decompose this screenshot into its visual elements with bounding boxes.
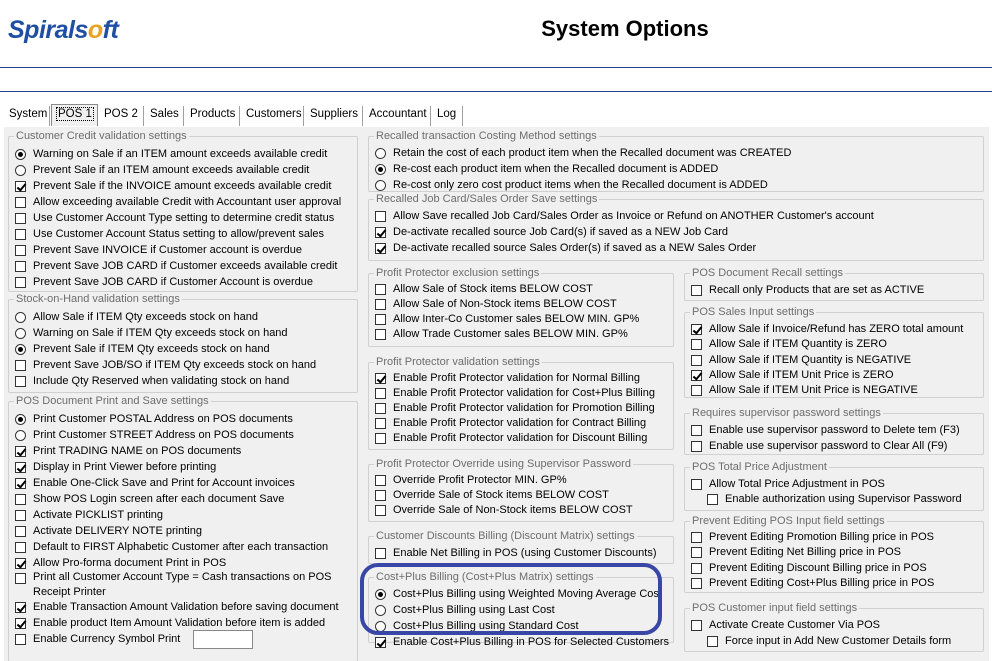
radio-unselected[interactable] bbox=[375, 180, 386, 191]
option-label: De-activate recalled source Job Card(s) if saved as a NEW Job Card bbox=[393, 225, 729, 238]
radio-unselected[interactable] bbox=[15, 430, 26, 441]
checkbox-option[interactable] bbox=[375, 224, 728, 240]
checkbox-unchecked[interactable] bbox=[375, 299, 386, 310]
checkbox-option[interactable] bbox=[691, 336, 887, 352]
option-label: Cost+Plus Billing using Standard Cost bbox=[393, 619, 579, 632]
tab-sales[interactable] bbox=[146, 106, 184, 126]
checkbox-option[interactable] bbox=[691, 282, 924, 298]
checkbox-unchecked[interactable] bbox=[707, 636, 718, 647]
option-label-line1: Print all Customer Account Type = Cash transactions on POS bbox=[33, 571, 332, 583]
group-title: POS Customer input field settings bbox=[692, 602, 858, 614]
option-label: Prevent Editing Net Billing price in POS bbox=[709, 545, 901, 558]
radio-unselected[interactable] bbox=[375, 148, 386, 159]
option-label: Print Customer STREET Address on POS documents bbox=[33, 428, 294, 441]
option-label: Print TRADING NAME on POS documents bbox=[33, 444, 242, 457]
checkbox-checked[interactable] bbox=[375, 373, 386, 384]
option-label: Recall only Products that are set as ACTIVE bbox=[709, 283, 925, 296]
tab-customers[interactable] bbox=[242, 106, 304, 126]
group-title: Profit Protector validation settings bbox=[376, 356, 540, 368]
radio-unselected[interactable] bbox=[15, 328, 26, 339]
option-label: Allow Sale of Non-Stock items BELOW COST bbox=[393, 297, 617, 310]
option-label: Enable product Item Amount Validation before item is added bbox=[33, 616, 326, 629]
checkbox-option[interactable] bbox=[15, 507, 163, 523]
option-label: Enable use supervisor password to Delete tem (F3) bbox=[709, 423, 960, 436]
checkbox-option[interactable] bbox=[375, 385, 655, 401]
radio-unselected[interactable] bbox=[15, 165, 26, 176]
tab-pos-1[interactable] bbox=[51, 104, 98, 126]
option-label: Override Sale of Stock items BELOW COST bbox=[393, 488, 609, 501]
radio-option[interactable] bbox=[375, 145, 791, 161]
checkbox-unchecked[interactable] bbox=[375, 314, 386, 325]
checkbox-option[interactable] bbox=[15, 210, 334, 226]
group-supervisor bbox=[684, 407, 984, 455]
header-divider-band bbox=[0, 68, 992, 92]
checkbox-option[interactable] bbox=[691, 367, 894, 383]
checkbox-unchecked[interactable] bbox=[15, 245, 26, 256]
option-label: Enable Currency Symbol Print bbox=[33, 632, 181, 645]
checkbox-unchecked[interactable] bbox=[375, 418, 386, 429]
option-label: Override Sale of Non-Stock items BELOW COST bbox=[393, 503, 633, 516]
checkbox-option[interactable] bbox=[15, 357, 316, 373]
checkbox-unchecked[interactable] bbox=[691, 355, 702, 366]
checkbox-checked[interactable] bbox=[691, 324, 702, 335]
tab-label: Products bbox=[190, 108, 236, 120]
checkbox-unchecked[interactable] bbox=[15, 634, 26, 645]
option-label: Prevent Editing Cost+Plus Billing price in POS bbox=[709, 576, 935, 589]
option-label: Re-cost only zero cost product items when the Recalled document is ADDED bbox=[393, 178, 768, 191]
group-title: Requires supervisor password settings bbox=[692, 407, 881, 419]
option-label: Activate DELIVERY NOTE printing bbox=[33, 524, 202, 537]
group-stock bbox=[8, 293, 358, 393]
group-title: POS Sales Input settings bbox=[692, 306, 815, 318]
option-label bbox=[33, 571, 331, 599]
tab-suppliers[interactable] bbox=[306, 106, 363, 126]
checkbox-checked[interactable] bbox=[375, 227, 386, 238]
group-title: POS Total Price Adjustment bbox=[692, 461, 827, 473]
option-label: Override Profit Protector MIN. GP% bbox=[393, 473, 567, 486]
group-discounts bbox=[368, 530, 674, 564]
checkbox-checked[interactable] bbox=[15, 446, 26, 457]
header-bar bbox=[0, 0, 992, 68]
checkbox-option[interactable] bbox=[691, 617, 880, 633]
option-label: Use Customer Account Status setting to allow/prevent sales bbox=[33, 227, 325, 240]
option-label-line2: Receipt Printer bbox=[33, 586, 106, 598]
checkbox-option[interactable] bbox=[375, 472, 567, 488]
checkbox-unchecked[interactable] bbox=[375, 505, 386, 516]
option-label: Re-cost each product item when the Recalled document is ADDED bbox=[393, 162, 719, 175]
checkbox-option[interactable] bbox=[707, 633, 951, 649]
option-label: Retain the cost of each product item when the Recalled document was CREATED bbox=[393, 146, 792, 159]
checkbox-unchecked[interactable] bbox=[691, 285, 702, 296]
option-label: Activate PICKLIST printing bbox=[33, 508, 164, 521]
checkbox-option[interactable] bbox=[15, 539, 328, 555]
checkbox-option[interactable] bbox=[375, 240, 756, 256]
option-label: Show POS Login screen after each document Save bbox=[33, 492, 285, 505]
checkbox-unchecked[interactable] bbox=[691, 620, 702, 631]
option-label: Include Qty Reserved when validating stock on hand bbox=[33, 374, 290, 387]
checkbox-option[interactable] bbox=[15, 523, 202, 539]
checkbox-option[interactable] bbox=[691, 544, 901, 560]
group-title: Profit Protector exclusion settings bbox=[376, 267, 540, 279]
annotation-highlight-ring bbox=[360, 563, 662, 635]
tab-log[interactable] bbox=[433, 106, 463, 126]
checkbox-unchecked[interactable] bbox=[15, 197, 26, 208]
checkbox-checked[interactable] bbox=[15, 462, 26, 473]
checkbox-option[interactable] bbox=[691, 529, 934, 545]
checkbox-option[interactable] bbox=[15, 373, 289, 389]
checkbox-unchecked[interactable] bbox=[15, 376, 26, 387]
checkbox-unchecked[interactable] bbox=[375, 548, 386, 559]
option-label: Cost+Plus Billing using Last Cost bbox=[393, 603, 555, 616]
radio-selected[interactable] bbox=[15, 149, 26, 160]
group-credit bbox=[8, 130, 358, 292]
option-label: Allow Sale if ITEM Quantity is ZERO bbox=[709, 337, 887, 350]
option-label: De-activate recalled source Sales Order(s) if saved as a NEW Sales Order bbox=[393, 241, 757, 254]
option-label: Enable authorization using Supervisor Password bbox=[725, 492, 962, 505]
checkbox-checked[interactable] bbox=[15, 618, 26, 629]
checkbox-option[interactable] bbox=[375, 430, 647, 446]
tab-label: Sales bbox=[150, 108, 179, 120]
option-label: Enable Profit Protector validation for Discount Billing bbox=[393, 431, 648, 444]
option-label: Enable Transaction Amount Validation before saving document bbox=[33, 600, 339, 613]
checkbox-option[interactable] bbox=[15, 274, 313, 290]
option-label: Prevent Editing Promotion Billing price in POS bbox=[709, 530, 934, 543]
spiralsoft-logo: Spiralsoft bbox=[8, 16, 119, 44]
group-sales-input bbox=[684, 306, 984, 398]
group-title: Stock-on-Hand validation settings bbox=[16, 293, 180, 305]
group-title: Cost+Plus Billing (Cost+Plus Matrix) settings bbox=[376, 571, 594, 583]
group-title: POS Document Print and Save settings bbox=[16, 395, 209, 407]
checkbox-unchecked[interactable] bbox=[15, 510, 26, 521]
checkbox-unchecked[interactable] bbox=[15, 542, 26, 553]
option-label: Prevent Sale if an ITEM amount exceeds available credit bbox=[33, 163, 310, 176]
checkbox-checked[interactable] bbox=[15, 478, 26, 489]
option-label: Allow Sale of Stock items BELOW COST bbox=[393, 282, 593, 295]
option-label: Allow Trade Customer sales BELOW MIN. GP% bbox=[393, 327, 628, 340]
option-label: Warning on Sale if ITEM Qty exceeds stock on hand bbox=[33, 326, 288, 339]
option-label: Force input in Add New Customer Details form bbox=[725, 634, 952, 647]
option-label: Prevent Save JOB/SO if ITEM Qty exceeds stock on hand bbox=[33, 358, 317, 371]
option-label: Enable Net Billing in POS (using Customer Discounts) bbox=[393, 546, 657, 559]
checkbox-option[interactable] bbox=[375, 208, 874, 224]
option-label: Display in Print Viewer before printing bbox=[33, 460, 217, 473]
checkbox-unchecked[interactable] bbox=[375, 490, 386, 501]
checkbox-option[interactable] bbox=[15, 242, 302, 258]
checkbox-option[interactable] bbox=[15, 599, 339, 615]
checkbox-option[interactable] bbox=[15, 226, 324, 242]
checkbox-option[interactable] bbox=[691, 560, 927, 576]
tab-accountant[interactable] bbox=[365, 106, 431, 126]
radio-selected[interactable] bbox=[15, 344, 26, 355]
checkbox-option[interactable] bbox=[15, 443, 241, 459]
checkbox-option[interactable] bbox=[15, 555, 226, 571]
checkbox-unchecked[interactable] bbox=[15, 277, 26, 288]
checkbox-option[interactable] bbox=[15, 459, 216, 475]
group-title: Profit Protector Override using Supervisor Password bbox=[376, 458, 631, 470]
checkbox-option[interactable] bbox=[15, 194, 341, 210]
option-label: Enable Cost+Plus Billing in POS for Selected Customers bbox=[393, 635, 670, 648]
group-cust-input bbox=[684, 602, 984, 652]
group-title: Customer Discounts Billing (Discount Matrix) settings bbox=[376, 530, 635, 542]
checkbox-unchecked[interactable] bbox=[375, 211, 386, 222]
checkbox-unchecked[interactable] bbox=[15, 526, 26, 537]
group-pp-validation bbox=[368, 356, 674, 450]
checkbox-option[interactable] bbox=[15, 615, 325, 631]
option-label: Allow Sale if ITEM Unit Price is NEGATIVE bbox=[709, 383, 918, 396]
checkbox-unchecked[interactable] bbox=[707, 494, 718, 505]
radio-option[interactable] bbox=[15, 427, 294, 443]
checkbox-unchecked[interactable] bbox=[15, 494, 26, 505]
page-title: System Options bbox=[541, 16, 709, 41]
checkbox-option[interactable] bbox=[691, 575, 934, 591]
checkbox-checked[interactable] bbox=[15, 181, 26, 192]
checkbox-option[interactable] bbox=[707, 491, 962, 507]
tab-label: Suppliers bbox=[310, 108, 358, 120]
option-label: Prevent Save JOB CARD if Customer Account is overdue bbox=[33, 275, 314, 288]
radio-option[interactable] bbox=[15, 341, 270, 357]
tab-label: Accountant bbox=[369, 108, 427, 120]
checkbox-option[interactable] bbox=[15, 491, 284, 507]
group-pp-override bbox=[368, 458, 674, 522]
checkbox-checked[interactable] bbox=[15, 558, 26, 569]
group-total-price bbox=[684, 461, 984, 511]
checkbox-option[interactable] bbox=[15, 258, 337, 274]
tab-products[interactable] bbox=[186, 106, 240, 126]
checkbox-option[interactable] bbox=[375, 634, 669, 650]
checkbox-unchecked[interactable] bbox=[691, 441, 702, 452]
checkbox-option[interactable] bbox=[375, 487, 609, 503]
option-label: Enable Profit Protector validation for Cost+Plus Billing bbox=[393, 386, 655, 399]
radio-selected[interactable] bbox=[15, 414, 26, 425]
checkbox-unchecked[interactable] bbox=[375, 475, 386, 486]
checkbox-option[interactable] bbox=[375, 311, 639, 327]
checkbox-option[interactable] bbox=[375, 370, 640, 386]
currency-symbol-input[interactable] bbox=[193, 630, 253, 649]
checkbox-unchecked[interactable] bbox=[375, 403, 386, 414]
option-label: Allow Sale if Invoice/Refund has ZERO total amount bbox=[709, 322, 964, 335]
checkbox-unchecked[interactable] bbox=[15, 360, 26, 371]
tab-label: POS 2 bbox=[104, 108, 138, 120]
checkbox-option[interactable] bbox=[691, 438, 947, 454]
option-label: Allow Sale if ITEM Qty exceeds stock on hand bbox=[33, 310, 258, 323]
checkbox-option[interactable] bbox=[375, 502, 633, 518]
group-title: POS Document Recall settings bbox=[692, 267, 844, 279]
checkbox-option[interactable] bbox=[691, 352, 911, 368]
checkbox-unchecked[interactable] bbox=[15, 229, 26, 240]
option-label: Warning on Sale if an ITEM amount exceeds available credit bbox=[33, 147, 328, 160]
checkbox-unchecked[interactable] bbox=[375, 284, 386, 295]
checkbox-unchecked[interactable] bbox=[691, 425, 702, 436]
option-label: Print Customer POSTAL Address on POS documents bbox=[33, 412, 293, 425]
option-label: Enable Profit Protector validation for Normal Billing bbox=[393, 371, 641, 384]
radio-option[interactable] bbox=[375, 177, 768, 193]
checkbox-option[interactable] bbox=[691, 476, 885, 492]
checkbox-unchecked[interactable] bbox=[691, 563, 702, 574]
option-label: Prevent Sale if the INVOICE amount exceeds available credit bbox=[33, 179, 332, 192]
option-label: Activate Create Customer Via POS bbox=[709, 618, 880, 631]
radio-option[interactable] bbox=[15, 146, 327, 162]
radio-option[interactable] bbox=[15, 325, 288, 341]
tab-pos-2[interactable] bbox=[100, 106, 144, 126]
checkbox-option[interactable] bbox=[15, 475, 295, 491]
checkbox-option[interactable] bbox=[375, 545, 657, 561]
group-prevent-edit bbox=[684, 515, 984, 593]
checkbox-unchecked[interactable] bbox=[691, 385, 702, 396]
checkbox-option[interactable] bbox=[375, 281, 593, 297]
checkbox-unchecked[interactable] bbox=[375, 433, 386, 444]
option-label: Cost+Plus Billing using Weighted Moving Average Cost bbox=[393, 587, 662, 600]
radio-option[interactable] bbox=[15, 309, 258, 325]
checkbox-checked[interactable] bbox=[691, 370, 702, 381]
option-label: Enable One-Click Save and Print for Account invoices bbox=[33, 476, 295, 489]
option-label: Allow Total Price Adjustment in POS bbox=[709, 477, 885, 490]
option-label: Enable use supervisor password to Clear All (F9) bbox=[709, 439, 948, 452]
checkbox-checked[interactable] bbox=[15, 602, 26, 613]
group-title: Recalled transaction Costing Method settings bbox=[376, 130, 597, 142]
option-label: Allow Sale if ITEM Quantity is NEGATIVE bbox=[709, 353, 912, 366]
checkbox-option[interactable] bbox=[375, 400, 655, 416]
option-label: Allow Save recalled Job Card/Sales Order as Invoice or Refund on ANOTHER Customer's account bbox=[393, 209, 874, 222]
checkbox-option[interactable] bbox=[15, 571, 331, 599]
option-label: Prevent Sale if ITEM Qty exceeds stock on hand bbox=[33, 342, 270, 355]
tab-label: Log bbox=[437, 108, 457, 120]
checkbox-unchecked[interactable] bbox=[375, 329, 386, 340]
checkbox-checked[interactable] bbox=[375, 243, 386, 254]
checkbox-option[interactable] bbox=[691, 382, 918, 398]
radio-option[interactable] bbox=[15, 411, 293, 427]
checkbox-option[interactable] bbox=[15, 631, 180, 647]
tab-system[interactable] bbox=[5, 106, 50, 126]
option-label: Allow Sale if ITEM Unit Price is ZERO bbox=[709, 368, 894, 381]
checkbox-unchecked[interactable] bbox=[375, 388, 386, 399]
option-label: Default to FIRST Alphabetic Customer after each transaction bbox=[33, 540, 329, 553]
option-label: Prevent Save INVOICE if Customer account is overdue bbox=[33, 243, 303, 256]
tab-label: POS 1 bbox=[58, 108, 92, 120]
tab-bar bbox=[5, 106, 990, 126]
group-recalled-job bbox=[368, 193, 984, 261]
group-title: Prevent Editing POS Input field settings bbox=[692, 515, 885, 527]
radio-option[interactable] bbox=[375, 161, 718, 177]
group-recalled-costing bbox=[368, 130, 984, 192]
group-print bbox=[8, 395, 358, 661]
checkbox-unchecked[interactable] bbox=[691, 578, 702, 589]
checkbox-option[interactable] bbox=[375, 296, 617, 312]
option-label: Allow Pro-forma document Print in POS bbox=[33, 556, 227, 569]
option-label: Use Customer Account Type setting to determine credit status bbox=[33, 211, 335, 224]
option-label: Allow exceeding available Credit with Accountant user approval bbox=[33, 195, 342, 208]
option-label: Enable Profit Protector validation for Contract Billing bbox=[393, 416, 647, 429]
checkbox-unchecked[interactable] bbox=[691, 339, 702, 350]
option-label: Allow Inter-Co Customer sales BELOW MIN. GP% bbox=[393, 312, 640, 325]
option-label: Prevent Save JOB CARD if Customer exceeds available credit bbox=[33, 259, 338, 272]
radio-unselected[interactable] bbox=[15, 312, 26, 323]
group-pp-exclusion bbox=[368, 267, 674, 347]
option-label: Enable Profit Protector validation for Promotion Billing bbox=[393, 401, 655, 414]
checkbox-checked[interactable] bbox=[375, 637, 386, 648]
option-label: Prevent Editing Discount Billing price in POS bbox=[709, 561, 927, 574]
tab-label: System bbox=[9, 108, 48, 120]
tab-label: Customers bbox=[246, 108, 302, 120]
checkbox-unchecked[interactable] bbox=[691, 479, 702, 490]
checkbox-option[interactable] bbox=[691, 422, 960, 438]
checkbox-unchecked[interactable] bbox=[691, 547, 702, 558]
checkbox-unchecked[interactable] bbox=[15, 213, 26, 224]
group-doc-recall bbox=[684, 267, 984, 301]
checkbox-unchecked[interactable] bbox=[691, 532, 702, 543]
checkbox-unchecked[interactable] bbox=[15, 261, 26, 272]
checkbox-option[interactable] bbox=[375, 326, 628, 342]
group-title: Recalled Job Card/Sales Order Save settings bbox=[376, 193, 598, 205]
checkbox-option[interactable] bbox=[15, 178, 331, 194]
radio-selected[interactable] bbox=[375, 164, 386, 175]
group-title: Customer Credit validation settings bbox=[16, 130, 187, 142]
checkbox-option[interactable] bbox=[375, 415, 646, 431]
checkbox-unchecked[interactable] bbox=[15, 573, 26, 584]
checkbox-option[interactable] bbox=[691, 321, 963, 337]
radio-option[interactable] bbox=[15, 162, 309, 178]
